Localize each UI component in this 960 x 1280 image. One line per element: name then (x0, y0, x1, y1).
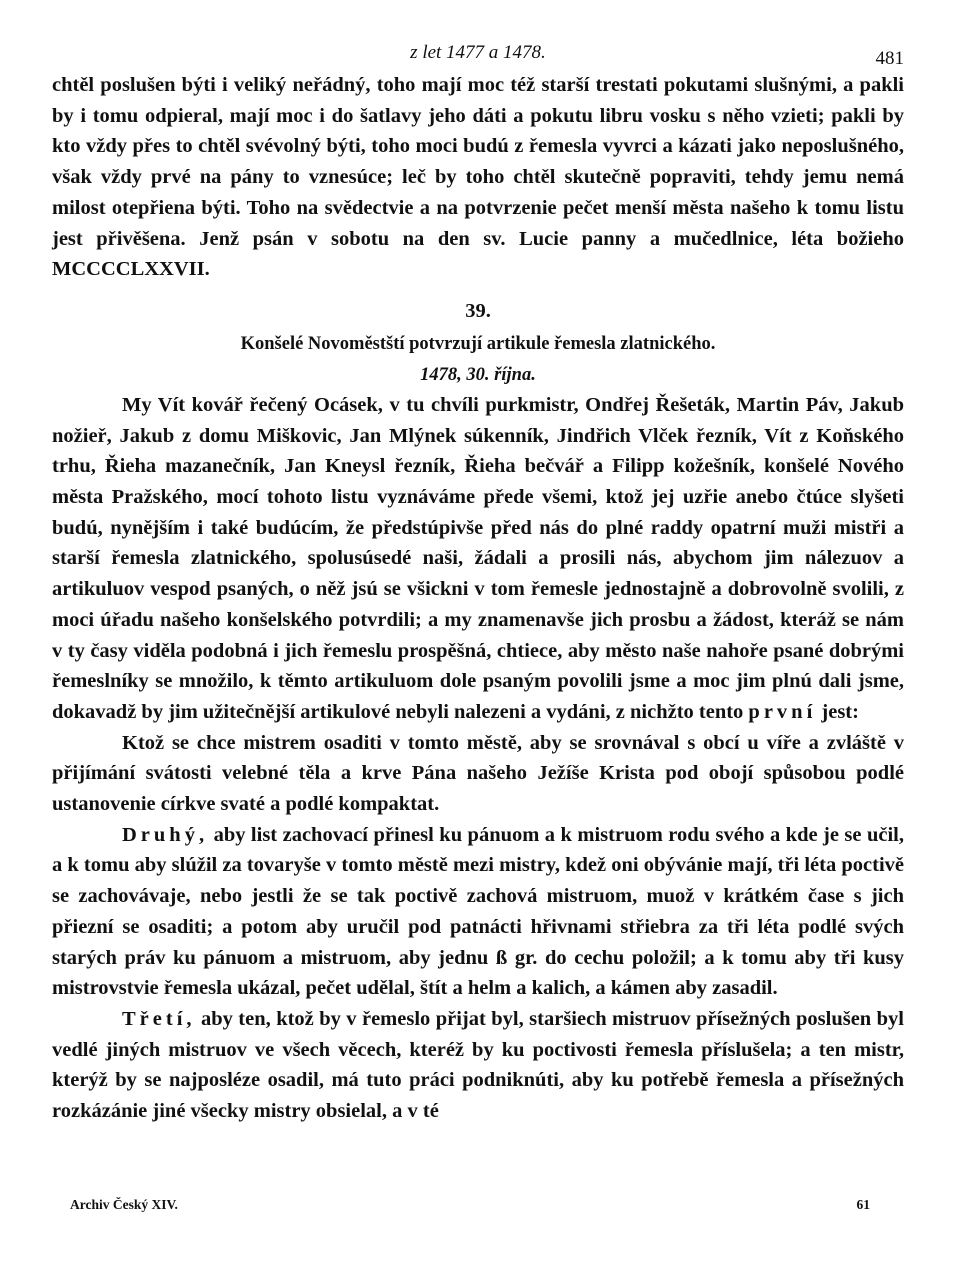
paragraph-2 (52, 390, 904, 728)
paragraph-2-main: My Vít kovář řečený Ocásek, v tu chvíli purkmistr, Ondřej Řešeták, Martin Páv, Jakub nožieř, Jakub z domu Miškovic, Jan Mlýnek súkenník, Jindřich Vlček řezník, Vít z Koňského trhu, Řieha mazanečník, Jan Kneysl řezník, Řieha bečvář a Filipp kožešník, konšelé Nového města Pražského, mocí tohoto listu vyznáváme přede všemi, ktož jej uzřie anebo čtúce slyšeti budú, nynějším i také budúcím, že předstúpivše před nás do plné raddy opatrní muži mistři a starší řemesla zlatnického, spolusúsedé naši, žádali a prosili nás, abychom jim nálezuov a artikuluov vespod psaných, o něž jsú se všickni v tom řemesle jednostajně a dobrovolně svolili, z moci úřadu našeho konšelského potvrdili; a my znamenavše jich prosbu a žádost, kteráž se nám v ty časy viděla podobná i jich řemeslu prospěšná, chtiece, aby město naše nahoře psané dobrými řemeslníky se množilo, k těmto artikuluom dole psaným povolili jsme a moc jim plnú dali jsme, dokavadž by jim užitečnější artikulové nebyli nalezeni a vydáni, z nichžto tento (52, 393, 904, 723)
paragraph-5-spaced: Třetí, (122, 1007, 196, 1030)
paragraph-4-text: aby list zachovací přinesl ku pánuom a k mistruom rodu svého a kde je se učil, a k tomu aby slúžil za tovaryše v tomto městě mezi mistry, kdež oni obývánie mají, tři léta poctivě se zachovávaje, nebo jestli že se tak poctivě zachová mistruom, muož v krátkém čase s jich přiezní se osaditi; a potom aby uručil pod patnácti hřivnami střiebra za tři léta podlé svých starých práv ku pánuom a mistruom, aby jednu ß gr. do cechu položil; a k tomu aby tři kusy mistrovstvie řemesla ukázal, pečet udělal, štít a helm a kalich, a kámen aby zasadil. (52, 823, 904, 1000)
page-number: 481 (875, 48, 904, 69)
page (52, 38, 904, 1127)
section-date: 1478, 30. října. (420, 364, 536, 385)
paragraph-2-spaced: první (748, 700, 817, 723)
footer-signature: Archiv Český XIV. (70, 1197, 178, 1212)
paragraph-5 (52, 1004, 904, 1127)
paragraph-4-spaced: Druhý, (122, 823, 209, 846)
paragraph-3: Ktož se chce mistrem osaditi v tomto městě, aby se srovnával s obcí u víře a zvláště v přijímání svátosti velebné těla a krve Pána našeho Ježíše Krista pod obojí spůsobou podlé ustanovenie církve svaté a podlé kompaktat. (52, 731, 904, 816)
running-head (52, 38, 904, 70)
paragraph-1: chtěl poslušen býti i veliký neřádný, toho mají moc též starší trestati pokutami slušnými, a pakli by i tomu odpieral, mají moc i do šatlavy jeho dáti a pokutu libru vosku s něho vzieti; pakli by kto vždy přes to chtěl svévolný býti, toho moci budú z řemesla vyvrci a kázati jako neposlušného, však vždy prvé na pány to vznesúce; leč by toho chtěl skutečně popraviti, tehdy jemu nemá milost otepřiena býti. Toho na svědectvie a na potvrzenie pečet menší města našeho k tomu listu jest přivěšena. Jenž psán v sobotu na den sv. Lucie panny a mučedlnice, léta božieho MCCCCLXXVII. (52, 74, 904, 281)
footer-sheet-number: 61 (856, 1197, 870, 1212)
section-heading: Konšelé Novoměstští potvrzují artikule řemesla zlatnického. (240, 333, 716, 354)
paragraph-5-text: aby ten, ktož by v řemeslo přijat byl, staršiech mistruov přísežných poslušen byl vedlé jiných mistruov ve všech věcech, kteréž by ku poctivosti řemesla příslušela; a ten mistr, kterýž by se najposléze osadil, má tuto práci podniknúti, aby ku potřebě řemesla a přísežných rozkázánie jiné všecky mistry obsielal, a v té (52, 1007, 904, 1123)
section-number: 39. (465, 299, 491, 322)
paragraph-4 (52, 820, 904, 1004)
paragraph-2-tail: jest: (821, 700, 859, 723)
running-title: z let 1477 a 1478. (410, 42, 546, 63)
